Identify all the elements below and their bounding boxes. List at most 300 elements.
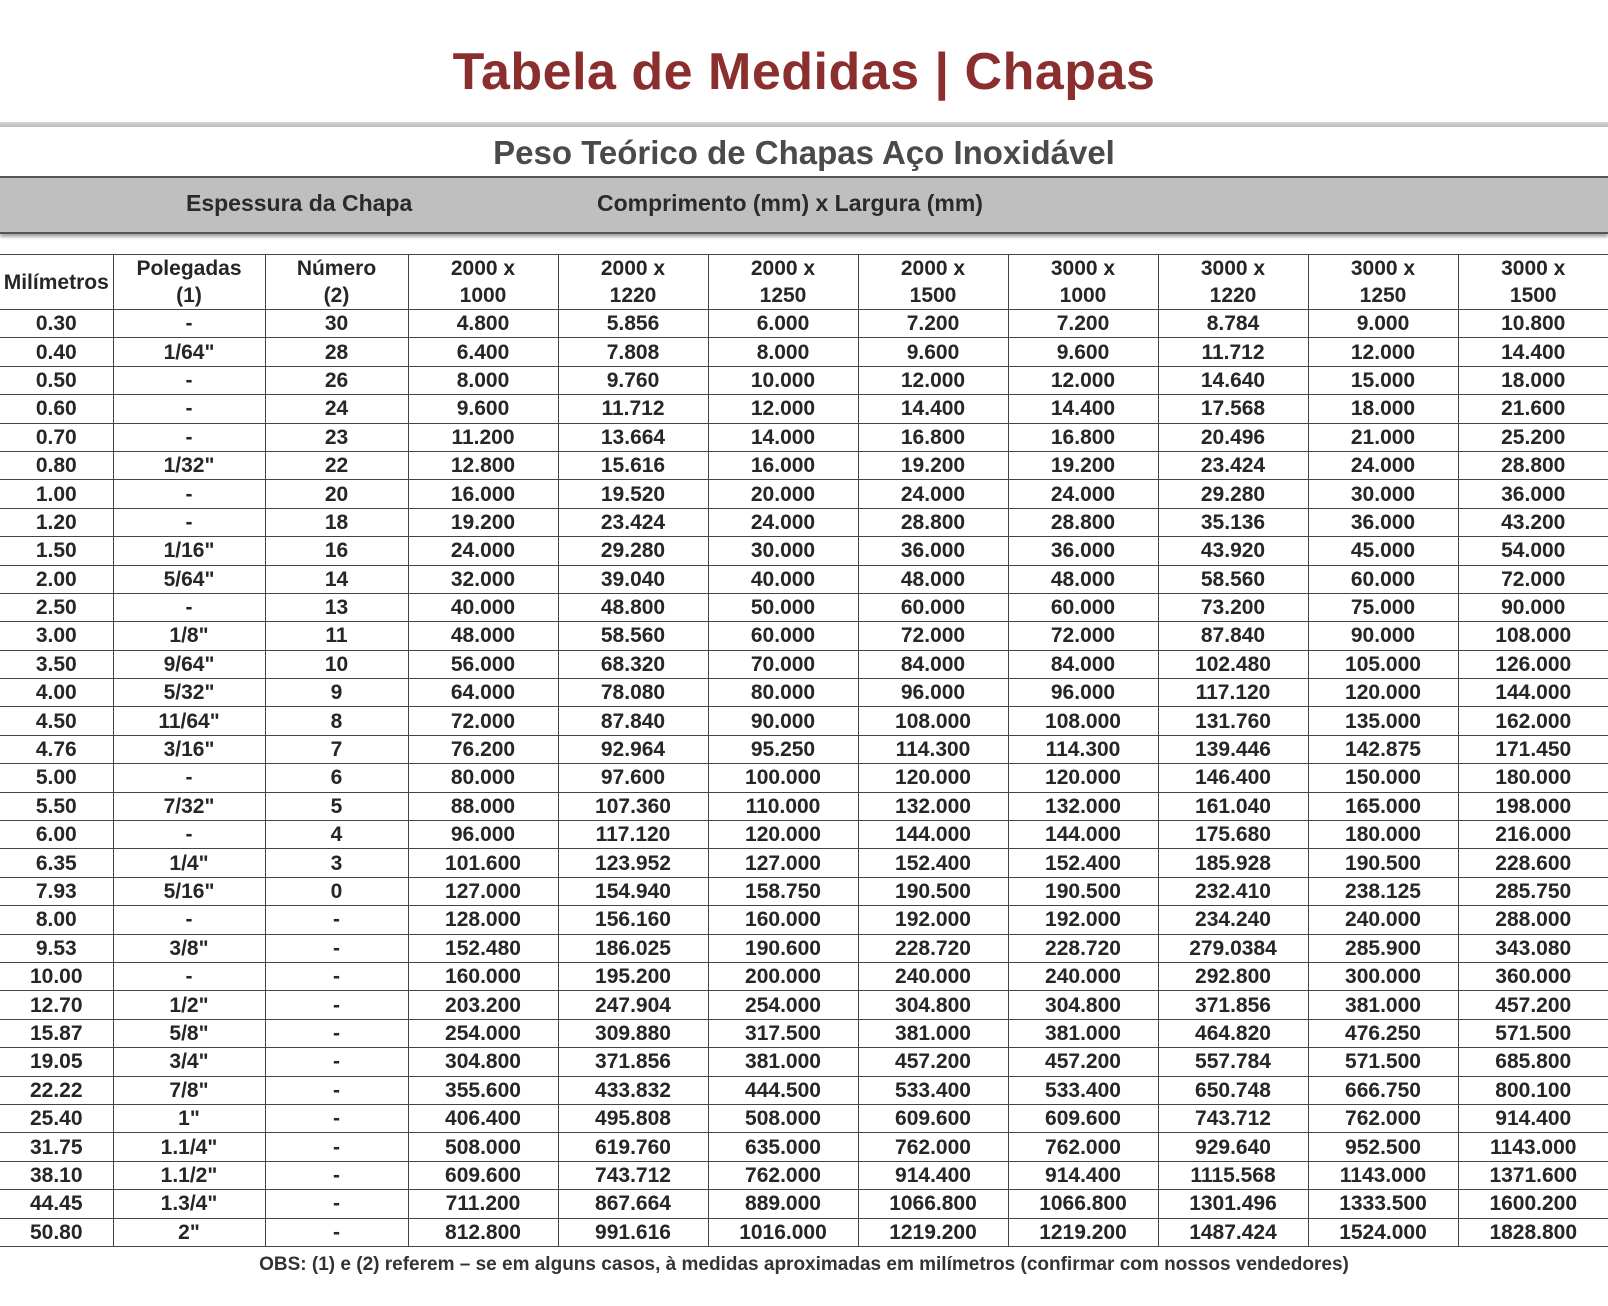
table-cell: 240.000 <box>1008 962 1158 990</box>
table-row <box>0 650 1608 678</box>
title-divider <box>0 122 1608 127</box>
table-cell: 50.80 <box>0 1218 113 1246</box>
column-header-line: 1000 <box>459 284 507 307</box>
table-cell: - <box>265 1076 408 1104</box>
table-cell: 60.000 <box>1008 593 1158 621</box>
band-comprimento-label: Comprimento (mm) x Largura (mm) <box>597 190 983 216</box>
table-cell: 9.53 <box>0 934 113 962</box>
table-cell: 8.000 <box>408 366 558 394</box>
table-cell: 190.500 <box>1308 849 1458 877</box>
table-cell: 117.120 <box>1158 679 1308 707</box>
table-cell: 22.22 <box>0 1076 113 1104</box>
table-cell: 433.832 <box>558 1076 708 1104</box>
table-row <box>0 934 1608 962</box>
table-cell: 28.800 <box>1458 451 1608 479</box>
table-cell: 78.080 <box>558 679 708 707</box>
table-cell: 135.000 <box>1308 707 1458 735</box>
table-cell: 5.50 <box>0 792 113 820</box>
table-cell: 18.000 <box>1308 395 1458 423</box>
table-cell: 70.000 <box>708 650 858 678</box>
table-cell: 14.400 <box>1008 395 1158 423</box>
table-cell: 36.000 <box>1458 480 1608 508</box>
table-cell: 19.200 <box>408 508 558 536</box>
table-cell: 127.000 <box>408 877 558 905</box>
table-cell: - <box>113 906 265 934</box>
table-row <box>0 1161 1608 1189</box>
column-header-line: Número <box>296 257 377 280</box>
table-cell: 9.600 <box>858 338 1008 366</box>
table-cell: 24.000 <box>858 480 1008 508</box>
column-header-line: 1500 <box>1509 284 1557 307</box>
table-cell: 1" <box>113 1104 265 1132</box>
column-header-line: 2000 x <box>750 257 816 280</box>
table-cell: 1.3/4" <box>113 1190 265 1218</box>
table-row <box>0 451 1608 479</box>
table-cell: 87.840 <box>558 707 708 735</box>
table-cell: 144.000 <box>1008 821 1158 849</box>
table-cell: 108.000 <box>1008 707 1158 735</box>
table-cell: 1219.200 <box>1008 1218 1158 1246</box>
table-cell: 36.000 <box>1308 508 1458 536</box>
header-band <box>0 176 1608 234</box>
column-header-line: 3000 x <box>1200 257 1266 280</box>
table-cell: 107.360 <box>558 792 708 820</box>
table-cell: 102.480 <box>1158 650 1308 678</box>
table-cell: 1371.600 <box>1458 1161 1608 1189</box>
table-cell: 6.35 <box>0 849 113 877</box>
table-cell: 160.000 <box>408 962 558 990</box>
table-cell: 76.200 <box>408 735 558 763</box>
table-cell: 0.80 <box>0 451 113 479</box>
table-row <box>0 792 1608 820</box>
table-cell: - <box>113 764 265 792</box>
table-cell: 762.000 <box>708 1161 858 1189</box>
table-cell: 190.500 <box>858 877 1008 905</box>
table-cell: 743.712 <box>558 1161 708 1189</box>
table-cell: 139.446 <box>1158 735 1308 763</box>
table-cell: - <box>113 508 265 536</box>
band-espessura-label: Espessura da Chapa <box>186 190 413 216</box>
table-row <box>0 338 1608 366</box>
table-cell: 14.400 <box>1458 338 1608 366</box>
table-cell: - <box>265 1133 408 1161</box>
table-cell: 8.000 <box>708 338 858 366</box>
table-cell: 317.500 <box>708 1019 858 1047</box>
table-cell: - <box>265 1218 408 1246</box>
table-cell: 144.000 <box>1458 679 1608 707</box>
table-cell: 200.000 <box>708 962 858 990</box>
table-cell: 87.840 <box>1158 622 1308 650</box>
column-header <box>265 255 408 310</box>
table-cell: 13.664 <box>558 423 708 451</box>
table-cell: - <box>113 962 265 990</box>
table-cell: 1.50 <box>0 537 113 565</box>
table-cell: 571.500 <box>1308 1048 1458 1076</box>
table-cell: 11.712 <box>1158 338 1308 366</box>
table-row <box>0 877 1608 905</box>
table-cell: 126.000 <box>1458 650 1608 678</box>
table-cell: - <box>113 366 265 394</box>
column-header <box>1308 255 1458 310</box>
column-header-line: 3000 x <box>1050 257 1116 280</box>
table-cell: 12.000 <box>858 366 1008 394</box>
table-cell: 15.87 <box>0 1019 113 1047</box>
table-cell: 35.136 <box>1158 508 1308 536</box>
table-cell: 304.800 <box>858 991 1008 1019</box>
table-cell: 0.60 <box>0 395 113 423</box>
table-cell: 381.000 <box>708 1048 858 1076</box>
table-cell: 120.000 <box>1008 764 1158 792</box>
table-cell: 58.560 <box>558 622 708 650</box>
table-cell: - <box>265 962 408 990</box>
table-cell: 812.800 <box>408 1218 558 1246</box>
table-cell: 96.000 <box>408 821 558 849</box>
table-cell: 40.000 <box>708 565 858 593</box>
table-cell: 309.880 <box>558 1019 708 1047</box>
table-cell: 1016.000 <box>708 1218 858 1246</box>
table-cell: 45.000 <box>1308 537 1458 565</box>
table-row <box>0 991 1608 1019</box>
table-cell: 36.000 <box>1008 537 1158 565</box>
table-cell: 3/8" <box>113 934 265 962</box>
table-cell: 23.424 <box>1158 451 1308 479</box>
table-cell: 16 <box>265 537 408 565</box>
table-cell: 234.240 <box>1158 906 1308 934</box>
table-row <box>0 537 1608 565</box>
table-cell: 238.125 <box>1308 877 1458 905</box>
table-cell: 20.496 <box>1158 423 1308 451</box>
table-cell: 232.410 <box>1158 877 1308 905</box>
table-row <box>0 735 1608 763</box>
table-cell: 7/32" <box>113 792 265 820</box>
table-cell: 9.600 <box>408 395 558 423</box>
column-header-line: Milímetros <box>3 270 109 294</box>
table-cell: 60.000 <box>858 593 1008 621</box>
table-cell: 12.70 <box>0 991 113 1019</box>
table-cell: 381.000 <box>858 1019 1008 1047</box>
table-row <box>0 1104 1608 1132</box>
table-cell: 9.760 <box>558 366 708 394</box>
column-header-line: 1220 <box>1209 284 1257 307</box>
table-row <box>0 679 1608 707</box>
table-cell: 29.280 <box>558 537 708 565</box>
table-cell: 1/32" <box>113 451 265 479</box>
table-row <box>0 1218 1608 1246</box>
table-cell: 952.500 <box>1308 1133 1458 1161</box>
table-cell: 4.00 <box>0 679 113 707</box>
table-row <box>0 565 1608 593</box>
table-cell: 90.000 <box>1458 593 1608 621</box>
table-row <box>0 508 1608 536</box>
table-cell: 72.000 <box>1458 565 1608 593</box>
table-cell: 508.000 <box>708 1104 858 1132</box>
table-cell: 1066.800 <box>1008 1190 1158 1218</box>
table-cell: 457.200 <box>1008 1048 1158 1076</box>
table-cell: 635.000 <box>708 1133 858 1161</box>
table-cell: 10 <box>265 650 408 678</box>
table-cell: 156.160 <box>558 906 708 934</box>
table-cell: 4 <box>265 821 408 849</box>
table-cell: 146.400 <box>1158 764 1308 792</box>
table-cell: 24 <box>265 395 408 423</box>
table-cell: 304.800 <box>408 1048 558 1076</box>
table-cell: 457.200 <box>858 1048 1008 1076</box>
table-cell: 29.280 <box>1158 480 1308 508</box>
table-cell: 609.600 <box>858 1104 1008 1132</box>
table-cell: 131.760 <box>1158 707 1308 735</box>
table-cell: 190.500 <box>1008 877 1158 905</box>
table-cell: 1301.496 <box>1158 1190 1308 1218</box>
table-cell: 54.000 <box>1458 537 1608 565</box>
table-cell: 360.000 <box>1458 962 1608 990</box>
table-cell: 1/64" <box>113 338 265 366</box>
table-cell: 6.400 <box>408 338 558 366</box>
table-cell: 24.000 <box>708 508 858 536</box>
table-cell: 800.100 <box>1458 1076 1608 1104</box>
table-cell: 28 <box>265 338 408 366</box>
table-cell: 120.000 <box>858 764 1008 792</box>
table-cell: - <box>265 1190 408 1218</box>
table-cell: 24.000 <box>1308 451 1458 479</box>
table-cell: 16.800 <box>858 423 1008 451</box>
table-cell: 7.93 <box>0 877 113 905</box>
table-cell: 991.616 <box>558 1218 708 1246</box>
table-cell: 19.200 <box>858 451 1008 479</box>
table-cell: 5/32" <box>113 679 265 707</box>
table-cell: 2.00 <box>0 565 113 593</box>
table-cell: - <box>113 423 265 451</box>
table-cell: 175.680 <box>1158 821 1308 849</box>
table-cell: 9/64" <box>113 650 265 678</box>
table-cell: 110.000 <box>708 792 858 820</box>
table-cell: 16.000 <box>408 480 558 508</box>
table-cell: 1.00 <box>0 480 113 508</box>
table-cell: 20.000 <box>708 480 858 508</box>
table-cell: 180.000 <box>1458 764 1608 792</box>
table-cell: 609.600 <box>1008 1104 1158 1132</box>
table-cell: 279.0384 <box>1158 934 1308 962</box>
table-cell: 43.920 <box>1158 537 1308 565</box>
table-cell: - <box>113 395 265 423</box>
table-cell: 8.784 <box>1158 310 1308 338</box>
table-body <box>0 310 1608 1247</box>
table-cell: 152.480 <box>408 934 558 962</box>
table-cell: 30.000 <box>1308 480 1458 508</box>
column-header <box>0 255 113 310</box>
table-cell: 80.000 <box>408 764 558 792</box>
table-cell: 228.720 <box>858 934 1008 962</box>
table-cell: 11/64" <box>113 707 265 735</box>
table-cell: 11.200 <box>408 423 558 451</box>
table-row <box>0 1190 1608 1218</box>
table-cell: 17.568 <box>1158 395 1308 423</box>
table-cell: 240.000 <box>858 962 1008 990</box>
column-header <box>708 255 858 310</box>
table-cell: 743.712 <box>1158 1104 1308 1132</box>
table-cell: 14.640 <box>1158 366 1308 394</box>
table-cell: 4.76 <box>0 735 113 763</box>
column-header <box>1458 255 1608 310</box>
table-cell: 914.400 <box>1008 1161 1158 1189</box>
table-cell: 31.75 <box>0 1133 113 1161</box>
table-cell: 10.00 <box>0 962 113 990</box>
table-cell: 114.300 <box>858 735 1008 763</box>
table-cell: 132.000 <box>858 792 1008 820</box>
table-cell: 254.000 <box>408 1019 558 1047</box>
column-header-line: 3000 x <box>1350 257 1416 280</box>
table-cell: 3/16" <box>113 735 265 763</box>
table-cell: 1524.000 <box>1308 1218 1458 1246</box>
table-cell: 533.400 <box>1008 1076 1158 1104</box>
table-cell: 158.750 <box>708 877 858 905</box>
table-cell: 762.000 <box>1308 1104 1458 1132</box>
table-cell: 4.50 <box>0 707 113 735</box>
table-cell: 16.000 <box>708 451 858 479</box>
table-cell: 228.720 <box>1008 934 1158 962</box>
table-cell: 5.856 <box>558 310 708 338</box>
column-header-line: 3000 x <box>1501 257 1566 280</box>
table-cell: 132.000 <box>1008 792 1158 820</box>
table-cell: 228.600 <box>1458 849 1608 877</box>
page-title: Tabela de Medidas | Chapas <box>452 43 1156 101</box>
table-cell: 185.928 <box>1158 849 1308 877</box>
page-subtitle: Peso Teórico de Chapas Aço Inoxidável <box>493 134 1115 171</box>
table-cell: 92.964 <box>558 735 708 763</box>
table-cell: 762.000 <box>1008 1133 1158 1161</box>
table-cell: 914.400 <box>858 1161 1008 1189</box>
table-cell: 15.000 <box>1308 366 1458 394</box>
table-cell: 533.400 <box>858 1076 1008 1104</box>
table-cell: 127.000 <box>708 849 858 877</box>
table-cell: 105.000 <box>1308 650 1458 678</box>
column-header <box>113 255 265 310</box>
table-cell: 161.040 <box>1158 792 1308 820</box>
table-cell: 5/64" <box>113 565 265 593</box>
table-cell: 7.200 <box>1008 310 1158 338</box>
table-cell: 4.800 <box>408 310 558 338</box>
table-row <box>0 1019 1608 1047</box>
table-cell: 144.000 <box>858 821 1008 849</box>
table-cell: 43.200 <box>1458 508 1608 536</box>
table-cell: 285.900 <box>1308 934 1458 962</box>
column-header-line: 2000 x <box>900 257 966 280</box>
table-cell: 152.400 <box>858 849 1008 877</box>
column-header-line: 1000 <box>1059 284 1107 307</box>
table-cell: 0 <box>265 877 408 905</box>
table-cell: 285.750 <box>1458 877 1608 905</box>
table-cell: 152.400 <box>1008 849 1158 877</box>
table-cell: 96.000 <box>858 679 1008 707</box>
column-header-line: Polegadas <box>136 257 242 280</box>
table-row <box>0 821 1608 849</box>
table-cell: - <box>265 906 408 934</box>
table-cell: 28.800 <box>1008 508 1158 536</box>
table-cell: 186.025 <box>558 934 708 962</box>
table-cell: 7/8" <box>113 1076 265 1104</box>
table-cell: 30 <box>265 310 408 338</box>
table-cell: 23 <box>265 423 408 451</box>
table-cell: 1487.424 <box>1158 1218 1308 1246</box>
table-cell: 1.1/2" <box>113 1161 265 1189</box>
table-cell: 0.40 <box>0 338 113 366</box>
table-cell: 25.200 <box>1458 423 1608 451</box>
table-cell: 381.000 <box>1308 991 1458 1019</box>
table-cell: 50.000 <box>708 593 858 621</box>
table-cell: 240.000 <box>1308 906 1458 934</box>
table-cell: 19.05 <box>0 1048 113 1076</box>
table-cell: 120.000 <box>708 821 858 849</box>
table-cell: - <box>265 1104 408 1132</box>
table-cell: 68.320 <box>558 650 708 678</box>
table-cell: 88.000 <box>408 792 558 820</box>
table-row <box>0 707 1608 735</box>
table-cell: 12.000 <box>1008 366 1158 394</box>
table-cell: - <box>113 593 265 621</box>
table-cell: 254.000 <box>708 991 858 1019</box>
table-cell: 11.712 <box>558 395 708 423</box>
table-cell: 25.40 <box>0 1104 113 1132</box>
table-cell: 609.600 <box>408 1161 558 1189</box>
table-cell: 154.940 <box>558 877 708 905</box>
table-cell: 1333.500 <box>1308 1190 1458 1218</box>
table-cell: 457.200 <box>1458 991 1608 1019</box>
table-cell: 48.000 <box>408 622 558 650</box>
table-cell: 128.000 <box>408 906 558 934</box>
column-header-line: 1220 <box>609 284 657 307</box>
table-cell: 18.000 <box>1458 366 1608 394</box>
table-cell: 101.600 <box>408 849 558 877</box>
table-cell: 64.000 <box>408 679 558 707</box>
table-cell: 1143.000 <box>1458 1133 1608 1161</box>
table-cell: 75.000 <box>1308 593 1458 621</box>
table-cell: 476.250 <box>1308 1019 1458 1047</box>
table-cell: 343.080 <box>1458 934 1608 962</box>
table-cell: 5/8" <box>113 1019 265 1047</box>
table-row <box>0 962 1608 990</box>
table-cell: 38.10 <box>0 1161 113 1189</box>
column-header <box>408 255 558 310</box>
table-cell: 24.000 <box>408 537 558 565</box>
table-cell: 190.600 <box>708 934 858 962</box>
table-row <box>0 395 1608 423</box>
table-cell: 5/16" <box>113 877 265 905</box>
table-cell: 192.000 <box>1008 906 1158 934</box>
table-cell: 666.750 <box>1308 1076 1458 1104</box>
table-row <box>0 1133 1608 1161</box>
table-cell: 371.856 <box>1158 991 1308 1019</box>
table-cell: 32.000 <box>408 565 558 593</box>
table-cell: 355.600 <box>408 1076 558 1104</box>
table-row <box>0 593 1608 621</box>
table-row <box>0 764 1608 792</box>
table-cell: 1/2" <box>113 991 265 1019</box>
table-cell: 7 <box>265 735 408 763</box>
table-cell: 15.616 <box>558 451 708 479</box>
table-cell: 97.600 <box>558 764 708 792</box>
weights-table <box>0 254 1608 1247</box>
table-cell: 3/4" <box>113 1048 265 1076</box>
column-header-line: 1250 <box>1359 284 1407 307</box>
table-cell: 292.800 <box>1158 962 1308 990</box>
table-cell: 24.000 <box>1008 480 1158 508</box>
table-cell: - <box>265 1019 408 1047</box>
table-cell: 1600.200 <box>1458 1190 1608 1218</box>
table-row <box>0 366 1608 394</box>
table-cell: 48.000 <box>858 565 1008 593</box>
table-row <box>0 1048 1608 1076</box>
table-cell: 72.000 <box>858 622 1008 650</box>
table-cell: 711.200 <box>408 1190 558 1218</box>
